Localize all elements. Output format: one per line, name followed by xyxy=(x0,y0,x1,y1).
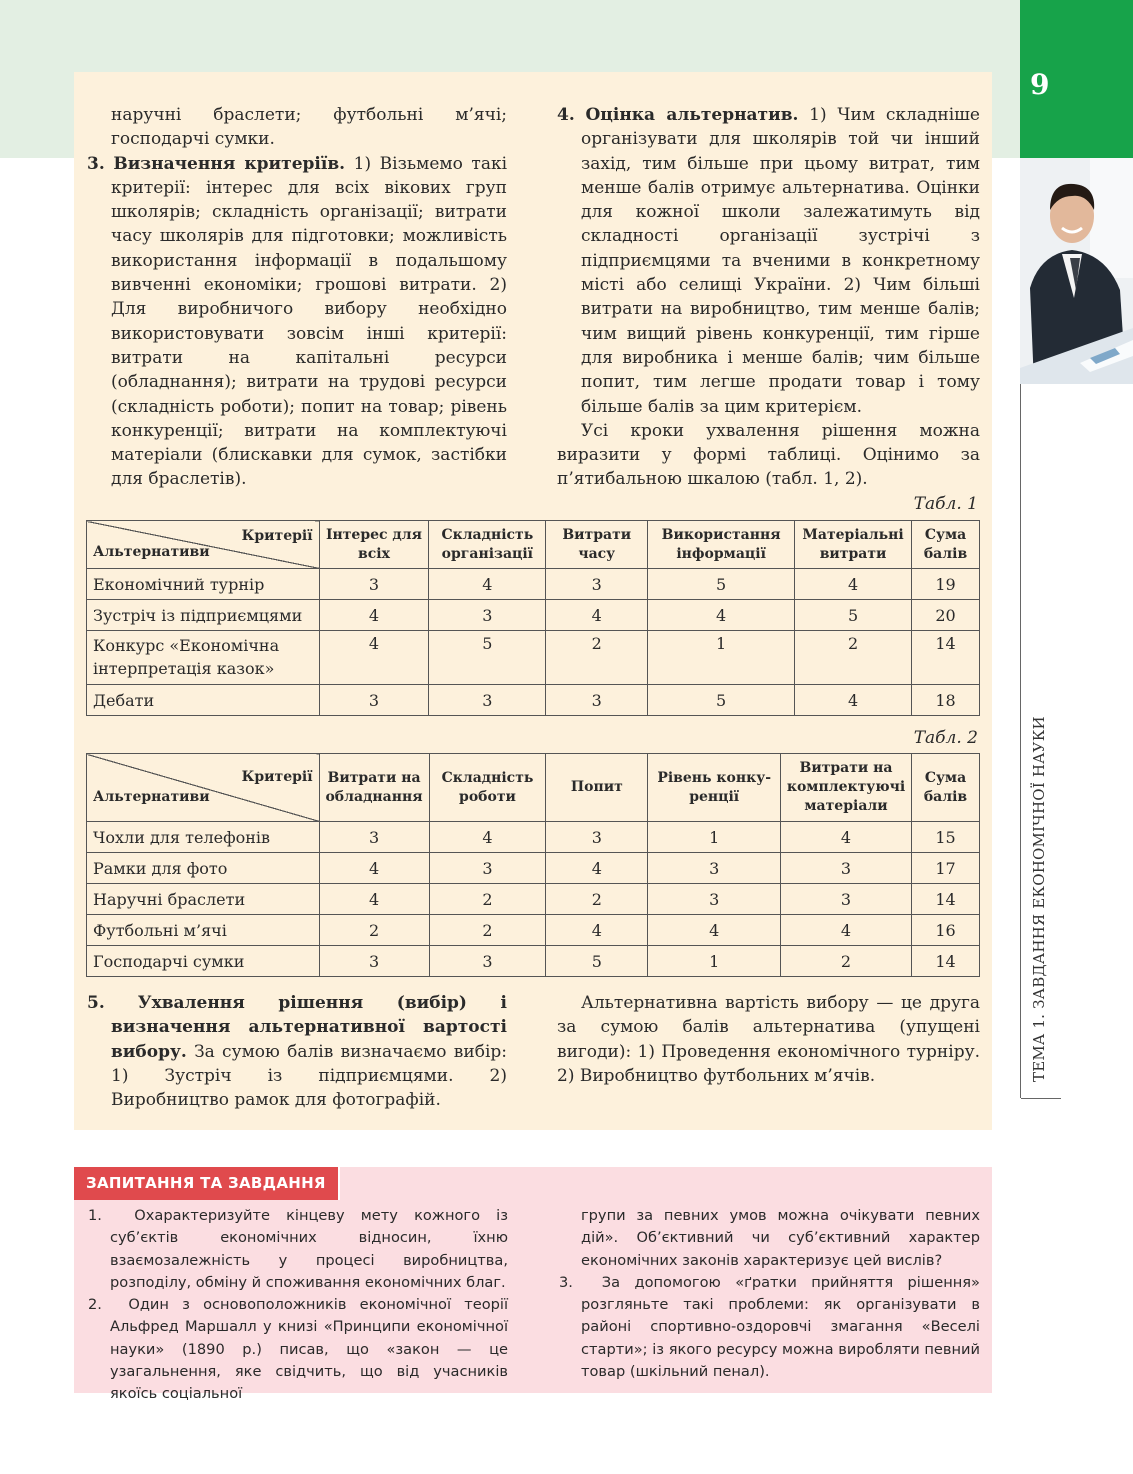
questions-right-column xyxy=(549,1205,980,1383)
cell: 2 xyxy=(781,946,912,977)
question-text: Один з основоположників економічної теорії Альфред Маршалл у книзі «Принципи економічної науки» (1890 р.) писав, що «закон — це узагальнення, яке свідчить, що від учасників якоїсь соціальної xyxy=(110,1296,508,1403)
cell: 3 xyxy=(319,946,429,977)
cell: 5 xyxy=(648,685,795,716)
question-text: За допомогою «ґратки прийняття рішення» розгляньте такі проблеми: як організувати в районі спортивно-оздоровчі змагання «Веселі старти»; із якого ресурсу можна виробляти певний товар (шкільний пенал). xyxy=(581,1273,980,1381)
businessman-photo xyxy=(1020,158,1133,384)
corner-cell xyxy=(87,754,320,822)
table-2-caption: Табл. 2 xyxy=(913,728,978,748)
cell: 3 xyxy=(429,946,546,977)
table-row xyxy=(87,600,980,631)
alt-cost-column xyxy=(557,991,980,1088)
cell: 3 xyxy=(319,822,429,853)
cell: 14 xyxy=(912,631,980,685)
column-header: Сума балів xyxy=(912,521,980,569)
table-1 xyxy=(86,520,980,716)
cell: 4 xyxy=(795,569,912,600)
cell: 3 xyxy=(781,853,912,884)
cell: 3 xyxy=(429,853,546,884)
cell: 4 xyxy=(781,822,912,853)
item-number: 5. xyxy=(87,993,105,1013)
list-item-4 xyxy=(557,103,980,419)
cell: 17 xyxy=(912,853,980,884)
paragraph: Усі кроки ухвалення рішення можна виразити у формі таблиці. Оцінимо за п’ятибальною шкалою (табл. 1, 2). xyxy=(557,420,980,490)
column-header: Використання інформації xyxy=(648,521,795,569)
column-header: Складність організації xyxy=(429,521,546,569)
cell: 2 xyxy=(546,884,648,915)
cell: 4 xyxy=(781,915,912,946)
item-number: 3. xyxy=(87,153,105,174)
side-topic-title: ТЕМА 1. ЗАВДАННЯ ЕКОНОМІЧНОЇ НАУКИ xyxy=(1030,716,1048,1082)
cell: 4 xyxy=(546,915,648,946)
cell: 3 xyxy=(429,685,546,716)
row-name: Наручні браслети xyxy=(87,884,320,915)
table-row xyxy=(87,569,980,600)
table-2 xyxy=(86,753,980,977)
cell: 4 xyxy=(429,569,546,600)
question-text: Охарактеризуйте кінцеву мету кожного із суб’єктів економічних відносин, їхню взаємозалежність у процесі виробництва, розподілу, обміну й споживання економічних благ. xyxy=(110,1207,508,1291)
item-5-column xyxy=(87,991,507,1112)
column-header: Витрати на комплектуючі матеріали xyxy=(781,754,912,822)
cell: 3 xyxy=(648,853,781,884)
item-title: Оцінка альтернатив. xyxy=(585,105,799,125)
cell: 15 xyxy=(912,822,980,853)
cell: 4 xyxy=(795,685,912,716)
row-name: Дебати xyxy=(87,685,320,716)
cell: 3 xyxy=(429,600,546,631)
cell: 5 xyxy=(648,569,795,600)
cell: 1 xyxy=(648,946,781,977)
cell: 14 xyxy=(912,884,980,915)
cell: 4 xyxy=(429,822,546,853)
alt-cost-paragraph: Альтернативна вартість вибору — це друга за сумою балів альтернатива (упущені вигоди): 1) Проведення економічного турніру. 2) Виробництво футбольних м’ячів. xyxy=(557,993,980,1086)
corner-alternatives: Альтернативи xyxy=(93,789,210,805)
column-header: Матеріальні витрати xyxy=(795,521,912,569)
column-header: Інтерес для всіх xyxy=(319,521,429,569)
cell: 3 xyxy=(546,569,648,600)
table-row xyxy=(87,915,980,946)
question-number: 1. xyxy=(88,1207,102,1224)
cell: 3 xyxy=(319,569,429,600)
cell: 4 xyxy=(648,915,781,946)
cell: 4 xyxy=(546,853,648,884)
table-row xyxy=(87,884,980,915)
questions-heading: ЗАПИТАННЯ ТА ЗАВДАННЯ xyxy=(74,1167,340,1200)
cell: 4 xyxy=(648,600,795,631)
cell: 3 xyxy=(546,685,648,716)
question-1 xyxy=(78,1205,508,1294)
cell: 4 xyxy=(319,853,429,884)
corner-alternatives: Альтернативи xyxy=(93,544,210,560)
item-text: 1) Чим складніше організувати для школярів той чи інший захід, тим більше при цьому витрат, тим менше балів отримує альтернатива. Оцінки для кожної школи залежатимуть від складності організації зустрічі з підприємцями та вченими в конкретному місті або селищі України. 2) Чим більші витрати на виробництво, тим менше балів; чим вищий рівень конкуренції, тим гірше для виробника і менше балів; чим більше попит, тим легше продати товар і тому більше балів за цим критерієм. xyxy=(581,105,980,417)
cell: 4 xyxy=(319,884,429,915)
item-text: 1) Візьмемо такі критерії: інтерес для всіх вікових груп школярів; складність організації; витрати часу школярів для підготовки; можливість використання інформації в подальшому вивченні економіки; грошові витрати. 2) Для виробничого вибору необхідно використовувати зовсім інші критерії: витрати на капітальні ресурси (обладнання); витрати на трудові ресурси (складність роботи); попит на товар; рівень конкуренції; витрати на комплектуючі матеріали (блискавки для сумок, застібки для браслетів). xyxy=(111,153,508,490)
cell: 19 xyxy=(912,569,980,600)
table-row xyxy=(87,685,980,716)
corner-cell xyxy=(87,521,320,569)
left-column xyxy=(87,103,507,492)
cell: 14 xyxy=(912,946,980,977)
column-header: Попит xyxy=(546,754,648,822)
question-2-continuation: групи за певних умов можна очікувати певних дій». Об’єктивний чи суб’єктивний характер економічних законів характеризує цей вислів? xyxy=(581,1207,980,1269)
column-header: Витрати на обладнання xyxy=(319,754,429,822)
list-item-3 xyxy=(87,152,507,492)
right-column xyxy=(557,103,980,492)
side-rule xyxy=(1020,384,1021,1098)
cell: 4 xyxy=(319,631,429,685)
row-name: Зустріч із підприємцями xyxy=(87,600,320,631)
questions-left-column xyxy=(78,1205,508,1406)
column-header: Рівень конкуренції xyxy=(648,754,781,822)
cell: 3 xyxy=(319,685,429,716)
cell: 2 xyxy=(795,631,912,685)
cell: 2 xyxy=(319,915,429,946)
table-row xyxy=(87,853,980,884)
column-header: Складність роботи xyxy=(429,754,546,822)
item-number: 4. xyxy=(557,105,575,125)
cell: 3 xyxy=(546,822,648,853)
question-number: 3. xyxy=(559,1273,573,1291)
row-name: Конкурс «Економічна інтерпретація казок» xyxy=(87,631,320,685)
column-header: Сума балів xyxy=(912,754,980,822)
row-name: Футбольні м’ячі xyxy=(87,915,320,946)
businessman-photo-illustration xyxy=(1020,158,1133,384)
cell: 1 xyxy=(648,631,795,685)
item-text: За сумою балів визначаємо вибір: 1) Зустріч із підприємцями. 2) Виробництво рамок для фотографій. xyxy=(111,1041,507,1111)
table-row xyxy=(87,946,980,977)
item-title: Визначення критеріїв. xyxy=(113,153,346,174)
row-name: Господарчі сумки xyxy=(87,946,320,977)
table-1-caption: Табл. 1 xyxy=(913,494,978,514)
column-header: Витрати часу xyxy=(546,521,648,569)
question-3 xyxy=(549,1272,980,1383)
row-name: Економічний турнір xyxy=(87,569,320,600)
cell: 3 xyxy=(781,884,912,915)
row-name: Чохли для телефонів xyxy=(87,822,320,853)
list-item-5 xyxy=(87,991,507,1112)
cell: 16 xyxy=(912,915,980,946)
cell: 5 xyxy=(795,600,912,631)
list-continuation: наручні браслети; футбольні м’ячі; господарчі сумки. xyxy=(111,105,507,150)
cell: 4 xyxy=(319,600,429,631)
cell: 4 xyxy=(546,600,648,631)
cell: 5 xyxy=(429,631,546,685)
cell: 2 xyxy=(429,915,546,946)
page-number-tab xyxy=(1020,0,1133,158)
table-row xyxy=(87,631,980,685)
row-name: Рамки для фото xyxy=(87,853,320,884)
cell: 5 xyxy=(546,946,648,977)
cell: 1 xyxy=(648,822,781,853)
question-number: 2. xyxy=(88,1296,102,1314)
item-title: Ухвалення рішення (вибір) і визначення альтернативної вартості вибору. xyxy=(111,993,507,1062)
cell: 3 xyxy=(648,884,781,915)
corner-criteria: Критерії xyxy=(241,769,313,785)
side-rule-foot xyxy=(1021,1098,1061,1099)
cell: 2 xyxy=(429,884,546,915)
table-row xyxy=(87,822,980,853)
page-number: 9 xyxy=(1030,68,1050,101)
cell: 20 xyxy=(912,600,980,631)
cell: 18 xyxy=(912,685,980,716)
cell: 2 xyxy=(546,631,648,685)
question-2 xyxy=(78,1294,508,1405)
corner-criteria: Критерії xyxy=(241,528,313,544)
